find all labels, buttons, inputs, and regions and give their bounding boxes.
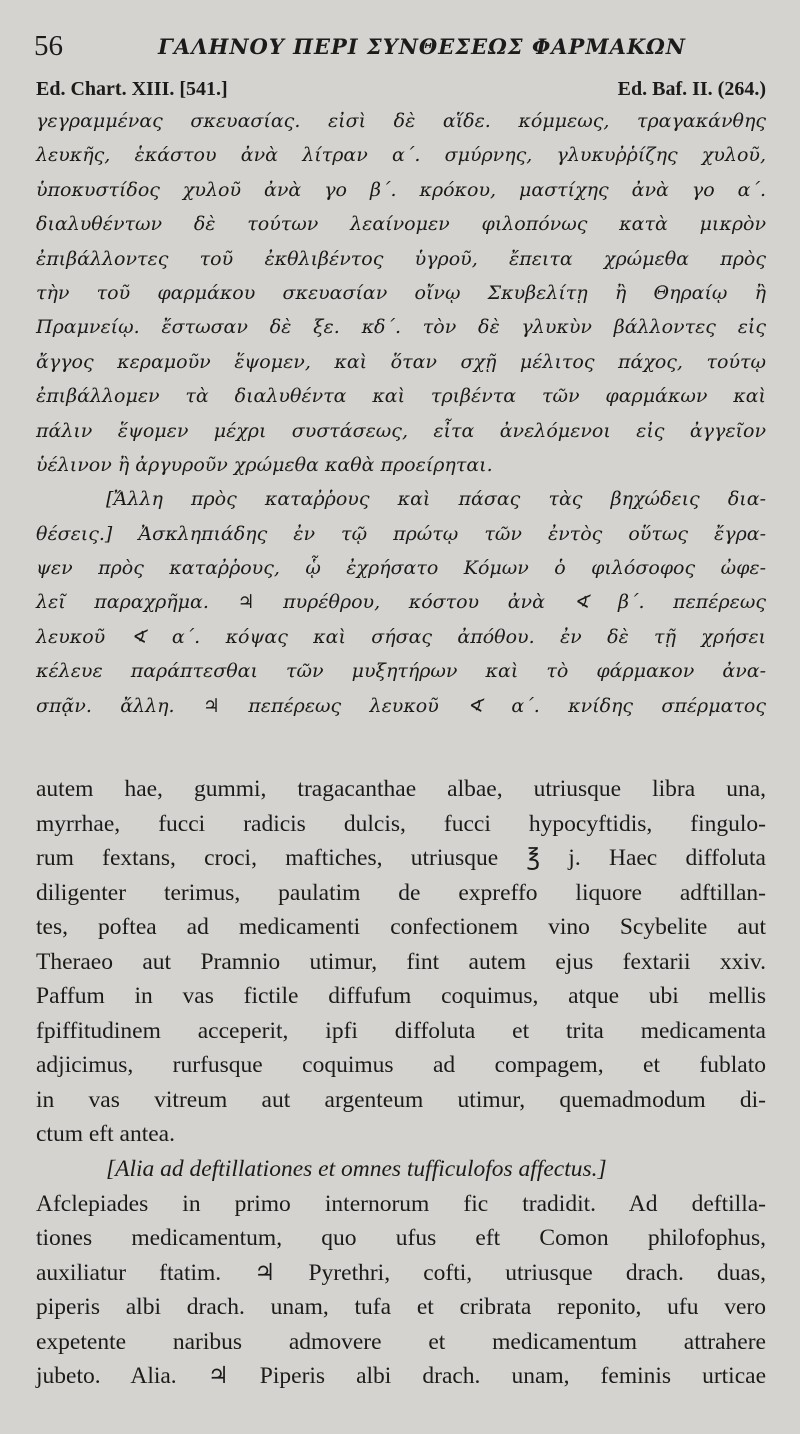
greek-line: τὴν τοῦ φαρμάκου σκευασίαν οἴνῳ Σκυβελίτῃ ἢ Θηραίῳ ἢ — [36, 281, 766, 304]
latin-line: auxiliatur ftatim. ♃ Pyrethri, cofti, utriusque drach. duas, — [36, 1259, 766, 1286]
latin-line: in vas vitreum aut argenteum utimur, quemadmodum di- — [36, 1086, 766, 1113]
latin-line: myrrhae, fucci radicis dulcis, fucci hypocyftidis, fingulo- — [36, 810, 766, 837]
latin-line: rum fextans, croci, maftiches, utriusque ℥ j. Haec diffoluta — [36, 845, 766, 872]
greek-line: λευκῆς, ἑκάστου ἀνὰ λίτραν α΄. σμύρνης, γλυκυῤῥίζης χυλοῦ, — [36, 144, 766, 167]
latin-line: autem hae, gummi, tragacanthae albae, utriusque libra una, — [36, 776, 766, 802]
greek-text-block — [36, 104, 766, 723]
latin-line: piperis albi drach. unam, tufa et cribrata reponito, ufu vero — [36, 1294, 766, 1321]
greek-line: λεῖ παραχρῆμα. ♃ πυρέθρου, κόστου ἀνὰ ∢ β΄. πεπέρεως — [36, 591, 766, 614]
greek-line: ἐπιβάλλομεν τὰ διαλυθέντα καὶ τριβέντα τῶν φαρμάκων καὶ — [36, 385, 766, 408]
greek-line: Πραμνείῳ. ἔστωσαν δὲ ξε. κδ΄. τὸν δὲ γλυκὺν βάλλοντες εἰς — [36, 316, 766, 339]
greek-line: λευκοῦ ∢ α΄. κόψας καὶ σήσας ἀπόθου. ἐν δὲ τῇ χρήσει — [36, 625, 766, 648]
edition-basel: Ed. Baf. II. (264.) — [617, 78, 766, 100]
greek-section-heading: [Ἄλλη πρὸς καταῤῥους καὶ πάσας τὰς βηχώδεις δια- — [106, 488, 766, 511]
running-title: ΓΑΛΗΝΟΥ ΠΕΡΙ ΣΥΝΘΕΣΕΩΣ ΦΑΡΜΑΚΩΝ — [158, 34, 686, 59]
greek-line: ὑέλινον ἢ ἀργυροῦν χρώμεθα καθὰ προείρηται. — [36, 453, 493, 476]
edition-chartier: Ed. Chart. XIII. [541.] — [36, 78, 228, 100]
latin-line: Afclepiades in primo internorum fic tradidit. Ad deftilla- — [36, 1190, 766, 1217]
latin-section-heading: [Alia ad deftillationes et omnes tufficulofos affectus.] — [106, 1156, 607, 1183]
greek-line: διαλυθέντων δὲ τούτων λεαίνομεν φιλοπόνως κατὰ μικρὸν — [36, 213, 766, 236]
running-head — [30, 30, 772, 66]
latin-text-block — [36, 772, 766, 1394]
latin-line: adjicimus, rurfusque coquimus ad compagem, et fublato — [36, 1052, 766, 1079]
latin-line: diligenter terimus, paulatim de expreffo liquore adftillan- — [36, 879, 766, 906]
greek-line: ἐπιβάλλοντες τοῦ ἐκθλιβέντος ὑγροῦ, ἔπειτα χρώμεθα πρὸς — [36, 247, 766, 270]
greek-line: θέσεις.] Ἀσκληπιάδης ἐν τῷ πρώτῳ τῶν ἐντὸς οὕτως ἔγρα- — [36, 522, 766, 545]
greek-line: σπᾷν. ἄλλη. ♃ πεπέρεως λευκοῦ ∢ α΄. κνίδης σπέρματος — [36, 694, 766, 717]
greek-line: κέλευε παράπτεσθαι τῶν μυξητήρων καὶ τὸ φάρμακον ἀνα- — [36, 660, 766, 683]
latin-line: tiones medicamentum, quo ufus eft Comon philofophus, — [36, 1225, 766, 1252]
latin-line: expetente naribus admovere et medicamentum attrahere — [36, 1328, 766, 1355]
page-number: 56 — [34, 30, 63, 62]
latin-line: tes, poftea ad medicamenti confectionem vino Scybelite aut — [36, 914, 766, 941]
greek-line: ὑποκυστίδος χυλοῦ ἀνὰ γο β΄. κρόκου, μαστίχης ἀνὰ γο α΄. — [36, 178, 766, 201]
latin-line: ctum eft antea. — [36, 1121, 175, 1148]
latin-line: fpiffitudinem acceperit, ipfi diffoluta et trita medicamenta — [36, 1017, 766, 1044]
latin-line: Paffum in vas fictile diffufum coquimus, atque ubi mellis — [36, 983, 766, 1010]
latin-line: jubeto. Alia. ♃ Piperis albi drach. unam, feminis urticae — [36, 1363, 766, 1390]
greek-line: ψεν πρὸς καταῤῥους, ᾧ ἐχρήσατο Κόμων ὁ φιλόσοφος ὠφε- — [36, 557, 766, 580]
greek-line: ἄγγος κεραμοῦν ἕψομεν, καὶ ὅταν σχῇ μέλιτος πάχος, τούτῳ — [36, 350, 766, 373]
greek-line: πάλιν ἕψομεν μέχρι συστάσεως, εἶτα ἀνελόμενοι εἰς ἀγγεῖον — [36, 419, 766, 442]
greek-line: γεγραμμένας σκευασίας. εἰσὶ δὲ αἵδε. κόμμεως, τραγακάνθης — [36, 110, 766, 132]
latin-line: Theraeo aut Pramnio utimur, fint autem ejus fextarii xxiv. — [36, 948, 766, 975]
edition-reference-line — [36, 78, 766, 104]
